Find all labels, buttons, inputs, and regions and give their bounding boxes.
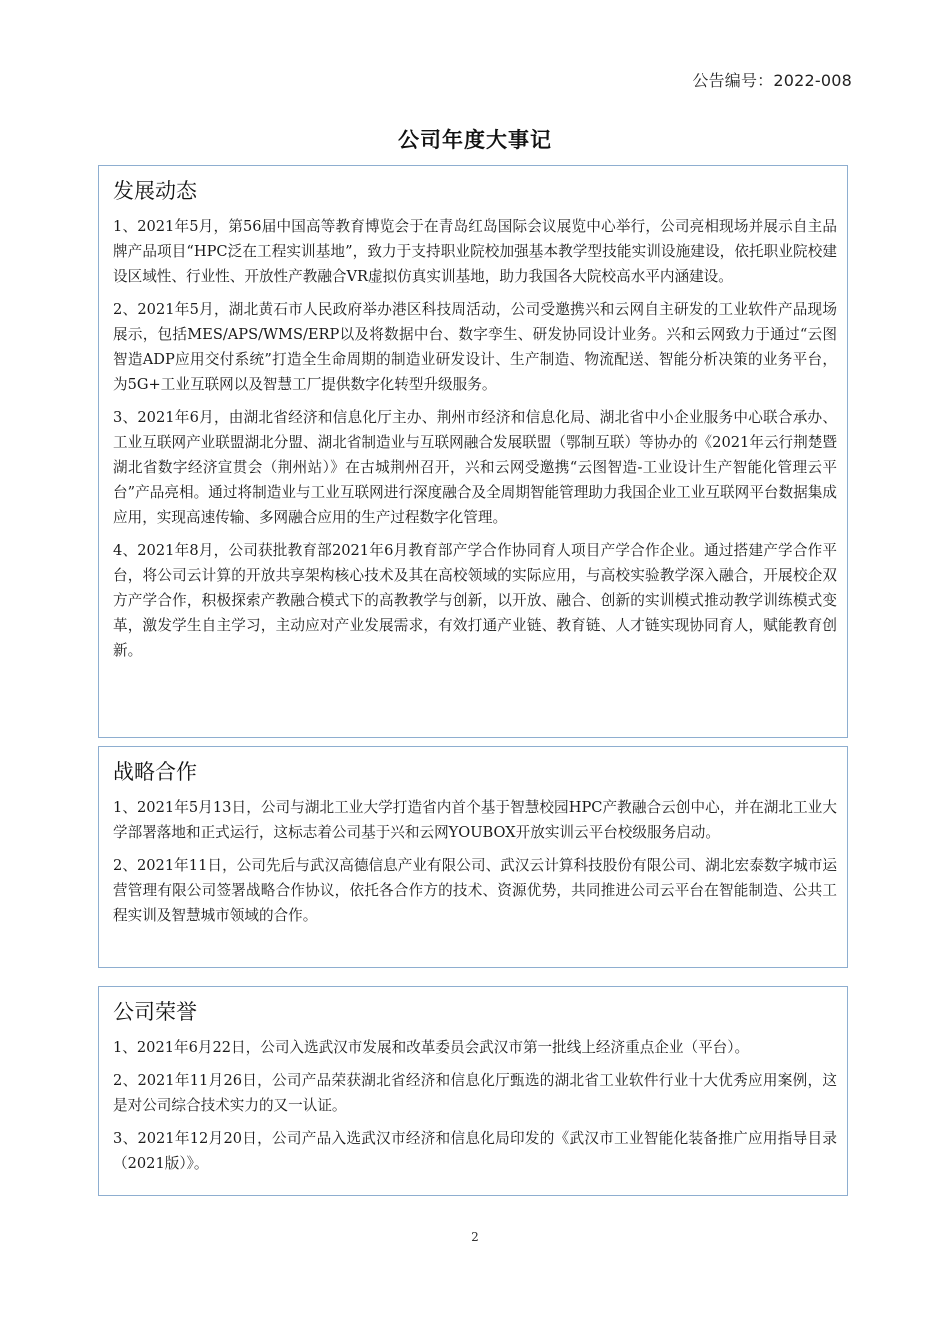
section-heading: 发展动态 <box>113 179 197 203</box>
section-heading: 公司荣誉 <box>113 1000 197 1024</box>
section-heading: 战略合作 <box>113 760 197 784</box>
paragraph: 3、2021年6月，由湖北省经济和信息化厅主办、荆州市经济和信息化局、湖北省中小企业服务中心联合承办、工业互联网产业联盟湖北分盟、湖北省制造业与互联网融合发展联盟（鄂制互联）等协办的《2021年云行荆楚暨湖北省数字经济宣贯会（荆州站）》在古城荆州召开，兴和云网受邀携“云图智造-工业设计生产智能化管理云平台”产品亮相。通过将制造业与工业互联网进行深度融合及全周期智能管理助力我国企业工业互联网平台数据集成应用，实现高速传输、多网融合应用的生产过程数字化管理。 <box>113 409 837 526</box>
paragraph: 1、2021年5月13日，公司与湖北工业大学打造省内首个基于智慧校园HPC产教融合云创中心，并在湖北工业大学部署落地和正式运行，这标志着公司基于兴和云网YOUBOX开放实训云平台校级服务启动。 <box>113 799 837 841</box>
page-number: 2 <box>471 1230 479 1244</box>
paragraph: 2、2021年5月，湖北黄石市人民政府举办港区科技周活动，公司受邀携兴和云网自主研发的工业软件产品现场展示，包括MES/APS/WMS/ERP以及将数据中台、数字孪生、研发协同设计业务。兴和云网致力于通过“云图智造ADP应用交付系统”打造全生命周期的制造业研发设计、生产制造、物流配送、智能分析决策的业务平台，为5G+工业互联网以及智慧工厂提供数字化转型升级服务。 <box>113 301 837 393</box>
section-strategic-cooperation <box>98 746 848 968</box>
paragraph: 2、2021年11日，公司先后与武汉高德信息产业有限公司、武汉云计算科技股份有限公司、湖北宏泰数字城市运营管理有限公司签署战略合作协议，依托各合作方的技术、资源优势，共同推进公司云平台在智能制造、公共工程实训及智慧城市领域的合作。 <box>113 857 837 924</box>
section-company-honors <box>98 986 848 1196</box>
paragraph: 2、2021年11月26日，公司产品荣获湖北省经济和信息化厅甄选的湖北省工业软件行业十大优秀应用案例，这是对公司综合技术实力的又一认证。 <box>113 1072 837 1114</box>
section-development <box>98 165 848 738</box>
page-title: 公司年度大事记 <box>398 128 552 152</box>
paragraph: 1、2021年6月22日，公司入选武汉市发展和改革委员会武汉市第一批线上经济重点企业（平台）。 <box>113 1039 750 1056</box>
announcement-number: 公告编号：2022-008 <box>692 71 852 90</box>
paragraph: 4、2021年8月，公司获批教育部2021年6月教育部产学合作协同育人项目产学合作企业。通过搭建产学合作平台，将公司云计算的开放共享架构核心技术及其在高校领域的实际应用，与高校实验教学深入融合，开展校企双方产学合作，积极探索产教融合模式下的高教教学与创新，以开放、融合、创新的实训模式推动教学训练模式变革，激发学生自主学习，主动应对产业发展需求，有效打通产业链、教育链、人才链实现协同育人，赋能教育创新。 <box>113 542 837 659</box>
paragraph: 1、2021年5月，第56届中国高等教育博览会于在青岛红岛国际会议展览中心举行，公司亮相现场并展示自主品牌产品项目“HPC泛在工程实训基地”，致力于支持职业院校加强基本教学型技能实训设施建设，依托职业院校建设区域性、行业性、开放性产教融合VR虚拟仿真实训基地，助力我国各大院校高水平内涵建设。 <box>113 218 837 285</box>
paragraph: 3、2021年12月20日，公司产品入选武汉市经济和信息化局印发的《武汉市工业智能化装备推广应用指导目录（2021版）》。 <box>113 1130 837 1172</box>
